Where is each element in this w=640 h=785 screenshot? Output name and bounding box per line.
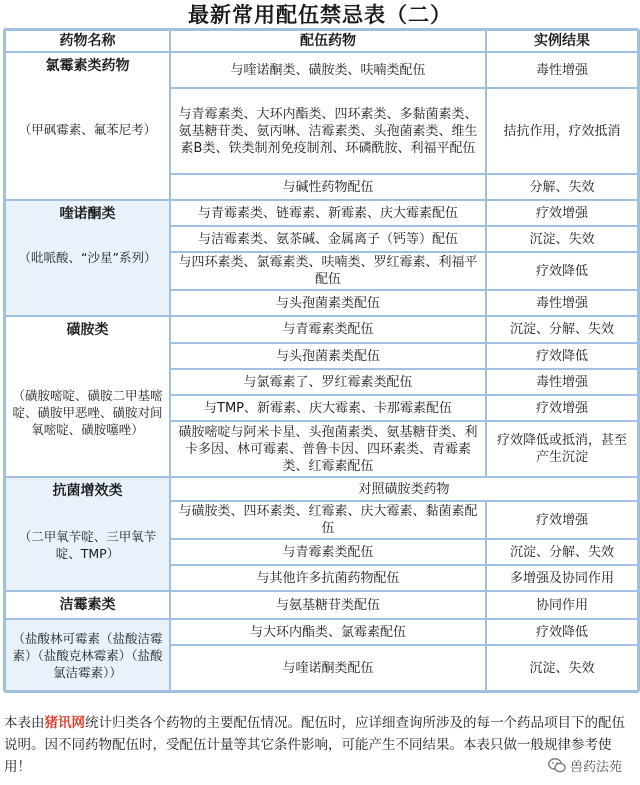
result-cell: 沉淀、分解、失效	[486, 539, 638, 565]
page-title: 最新常用配伍禁忌表（二）	[188, 3, 452, 27]
watermark-text: 兽药法苑	[569, 760, 622, 775]
table-header-row	[5, 30, 638, 52]
combination-cell: 与洁霉素类、氨茶碱、金属离子（钙等）配伍	[170, 226, 486, 252]
combination-cell: 与青霉素类、大环内酯类、四环素类、多黏菌素类、氨基糖苷类、氨丙啉、洁霉素类、头孢菌素类、维生素B类、铁类制剂免疫制剂、环磷酰胺、利福平配伍	[170, 88, 486, 174]
drug-class-members: （吡哌酸、“沙星”系列）	[18, 250, 157, 265]
table-row	[5, 477, 638, 501]
combination-cell: 对照磺胺类药物	[170, 477, 638, 501]
drug-class-members: （磺胺嘧啶、磺胺二甲基嘧啶、磺胺甲恶唑、磺胺对间氧嘧啶、磺胺噻唑）	[12, 388, 163, 437]
combination-cell: 磺胺嘧啶与阿米卡星、头孢菌素类、氨基糖苷类、利卡多因、林可霉素、普鲁卡因、四环素类、青霉素类、红霉素配伍	[170, 421, 486, 477]
result-cell: 疗效降低或抵消，甚至产生沉淀	[486, 421, 638, 477]
result-cell: 分解、失效	[486, 174, 638, 200]
result-cell: 疗效增强	[486, 501, 638, 539]
result-cell: 疗效增强	[486, 395, 638, 421]
drug-class-members: （甲砜霉素、氟苯尼考）	[18, 122, 157, 137]
drug-class-cell	[5, 52, 170, 200]
wechat-icon	[548, 758, 566, 773]
combination-cell: 与氨基糖苷类配伍	[170, 591, 486, 619]
combination-cell: 与头孢菌素类配伍	[170, 290, 486, 316]
result-cell: 沉淀、分解、失效	[486, 316, 638, 343]
result-cell: 毒性增强	[486, 52, 638, 88]
footer-text: 统计归类各个药物的主要配伍情况。配伍时，应详细查询所涉及的每一个药品项目下的配伍说明。因不同药物配伍时，受配伍计量等其它条件影响，可能产生不同结果。本表只做一般规律参考使用！	[4, 715, 625, 775]
drug-class-cell	[5, 200, 170, 316]
drug-class-cell	[5, 477, 170, 591]
result-cell: 协同作用	[486, 591, 638, 619]
result-cell: 疗效降低	[486, 252, 638, 290]
result-cell: 毒性增强	[486, 369, 638, 395]
drug-class-name: 喹诺酮类	[59, 206, 116, 222]
drug-class-cell	[5, 591, 170, 619]
drug-class-cell	[5, 316, 170, 477]
result-cell: 沉淀、失效	[486, 645, 638, 691]
drug-class-name: 抗菌增效类	[52, 483, 123, 499]
combination-cell: 与喹诺酮类、磺胺类、呋喃类配伍	[170, 52, 486, 88]
combination-cell: 与青霉素类配伍	[170, 316, 486, 343]
table-row	[5, 619, 638, 645]
combination-cell: 与头孢菌素类配伍	[170, 343, 486, 369]
combination-cell: 与TMP、新霉素、庆大霉素、卡那霉素配伍	[170, 395, 486, 421]
combination-cell: 与磺胺类、四环素类、红霉素、庆大霉素、黏菌素配伍	[170, 501, 486, 539]
table-row	[5, 591, 638, 619]
header-result: 实例结果	[486, 30, 638, 52]
result-cell: 拮抗作用，疗效抵消	[486, 88, 638, 174]
combination-cell: 与青霉素类、链霉素、新霉素、庆大霉素配伍	[170, 200, 486, 226]
combination-cell: 与大环内酯类、氯霉素配伍	[170, 619, 486, 645]
result-cell: 毒性增强	[486, 290, 638, 316]
result-cell: 疗效增强	[486, 200, 638, 226]
combination-cell: 与氯霉素了、罗红霉素类配伍	[170, 369, 486, 395]
combination-cell: 与喹诺酮类配伍	[170, 645, 486, 691]
compatibility-table	[3, 28, 640, 693]
drug-class-name: 磺胺类	[66, 322, 109, 338]
table-row	[5, 200, 638, 226]
footer-brand: 猪讯网	[44, 715, 85, 731]
drug-class-name: 洁霉素类	[59, 597, 116, 613]
header-drug-name: 药物名称	[5, 30, 170, 52]
drug-class-members: （二甲氧苄啶、三甲氧苄啶、TMP）	[18, 529, 157, 561]
combination-cell: 与碱性药物配伍	[170, 174, 486, 200]
combination-cell: 与四环素类、氯霉素类、呋喃类、罗红霉素、利福平配伍	[170, 252, 486, 290]
table-row	[5, 316, 638, 343]
combination-cell: 与青霉素类配伍	[170, 539, 486, 565]
header-combination: 配伍药物	[170, 30, 486, 52]
footer-prefix: 本表由	[4, 715, 45, 731]
result-cell: 疗效降低	[486, 619, 638, 645]
result-cell: 沉淀、失效	[486, 226, 638, 252]
footer-note	[4, 712, 634, 778]
result-cell: 疗效降低	[486, 343, 638, 369]
watermark	[548, 756, 622, 775]
drug-class-name: 氯霉素类药物	[45, 58, 130, 74]
drug-class-members: （盐酸林可霉素（盐酸洁霉素）（盐酸克林霉素）（盐酸氯洁霉素））	[5, 619, 170, 691]
table-row	[5, 52, 638, 88]
result-cell: 多增强及协同作用	[486, 565, 638, 591]
combination-cell: 与其他许多抗菌药物配伍	[170, 565, 486, 591]
